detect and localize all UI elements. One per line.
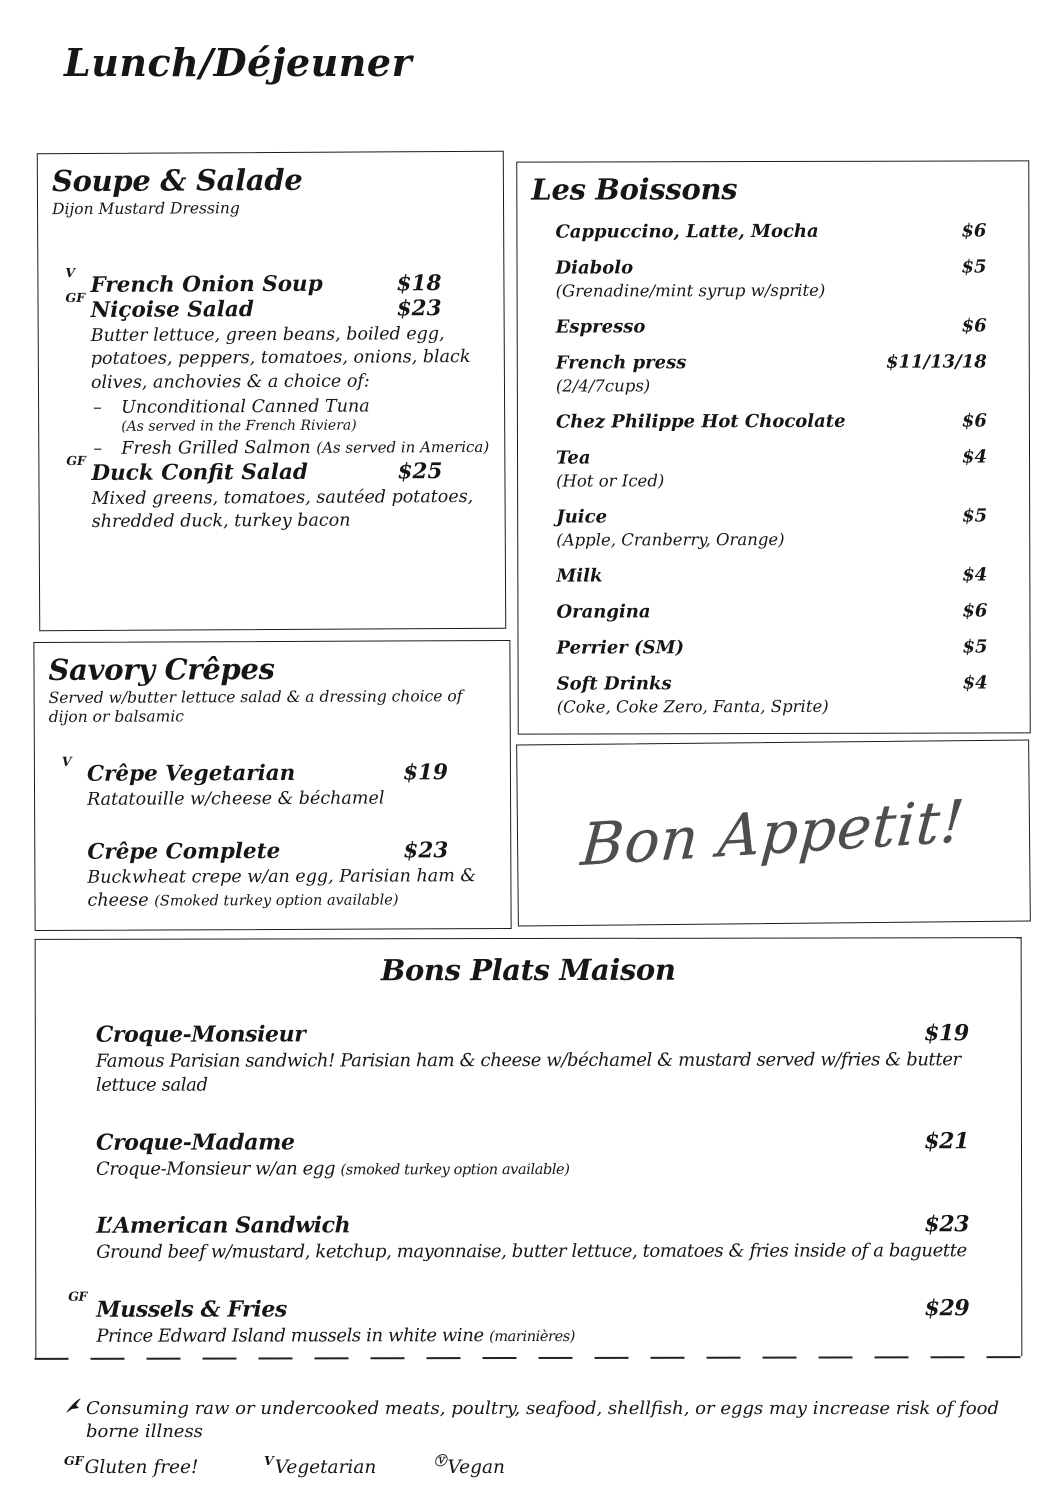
legend-vegan — [434, 1453, 505, 1478]
option-text: Unconditional Canned Tuna — [121, 396, 370, 418]
menu-items — [50, 1020, 1008, 1348]
item-price: $23 — [403, 838, 449, 864]
drink-note: (Grenadine/mint syrup w/sprite) — [555, 280, 826, 301]
item-note: (Smoked turkey option available) — [154, 892, 399, 910]
drink-price: $6 — [961, 220, 987, 242]
drink-row — [556, 563, 1015, 587]
section-title: Savory Crêpes — [48, 651, 275, 687]
drink-note: (2/4/7cups) — [555, 376, 651, 396]
item-description: Prince Edward Island mussels in white wine (marinières) — [96, 1325, 576, 1347]
drink-name: Cappuccino, Latte, Mocha — [555, 220, 819, 243]
page-title: Lunch/Déjeuner — [64, 40, 413, 85]
bon-appetit-calligraphy: Bon Appetit! — [579, 786, 968, 880]
drink-price: $4 — [961, 446, 988, 468]
item-price: $25 — [397, 459, 443, 485]
section-les-boissons — [516, 160, 1030, 734]
drink-price: $4 — [962, 672, 988, 694]
vegetarian-badge: V — [61, 753, 72, 769]
item-option — [91, 436, 490, 461]
drink-price: $4 — [962, 564, 988, 586]
menu-item-mussels-fries — [68, 1288, 1007, 1348]
menu-item-nicoise-salad — [65, 290, 491, 461]
drink-name: Milk — [556, 565, 603, 587]
section-bons-plats-maison — [35, 937, 1023, 1358]
drink-note: (Apple, Cranberry, Orange) — [556, 529, 785, 550]
item-description: Buckwheat crepe w/an egg, Parisian ham & cheese (Smoked turkey option available) — [87, 865, 476, 911]
legend-label: Vegan — [447, 1457, 505, 1478]
drink-name: Tea — [555, 447, 591, 469]
menu-item-croque-madame — [96, 1128, 1007, 1181]
drink-name: Orangina — [556, 601, 651, 623]
item-description: Ratatouille w/cheese & béchamel — [87, 788, 385, 810]
vegetarian-badge: V — [65, 265, 76, 281]
item-price: $23 — [924, 1211, 970, 1238]
drink-row — [557, 671, 1016, 695]
drink-name: Chez Philippe Hot Chocolate — [555, 410, 846, 433]
item-description: Croque-Monsieur w/an egg (smoked turkey option available) — [96, 1157, 570, 1180]
menu-item-lamerican-sandwich — [96, 1211, 1007, 1264]
drink-row — [556, 504, 1015, 528]
vegetarian-badge: V — [264, 1453, 274, 1468]
drink-row — [556, 599, 1015, 623]
drink-price: $5 — [962, 636, 988, 658]
gluten-free-badge: GF — [64, 1453, 84, 1468]
item-price: $29 — [924, 1295, 970, 1322]
drink-row — [556, 350, 1015, 374]
legend-label: Gluten free! — [84, 1457, 199, 1478]
option-note: (As served in America) — [316, 438, 490, 457]
drink-row — [556, 314, 1015, 338]
item-price: $19 — [924, 1020, 969, 1047]
legend-vegetarian — [264, 1453, 434, 1478]
item-description: Butter lettuce, green beans, boiled egg, potatoes, peppers, tomatoes, onions, black olives, anchovies & a choice of: — [90, 324, 471, 393]
option-note: (As served in the French Riviera) — [121, 417, 357, 436]
bird-icon — [64, 1396, 84, 1416]
footer — [64, 1398, 1004, 1478]
option-dash: – — [93, 397, 102, 418]
item-option — [91, 395, 490, 420]
section-subtitle: Served w/butter lettuce salad & a dressing choice of dijon or balsamic — [48, 687, 463, 727]
section-savory-crepes — [33, 640, 511, 931]
vegan-badge: Ⓥ — [434, 1453, 447, 1468]
section-subtitle: Dijon Mustard Dressing — [51, 199, 240, 219]
menu-item-croque-monsieur — [96, 1020, 1007, 1097]
drink-price: $6 — [961, 410, 987, 432]
drink-name: Perrier (SM) — [556, 637, 685, 659]
warning-line — [64, 1398, 1004, 1443]
item-price: $18 — [396, 271, 442, 297]
item-name: Niçoise Salad — [90, 297, 254, 324]
drink-note: (Hot or Iced) — [556, 471, 665, 491]
drink-price: $5 — [961, 256, 987, 278]
item-description: Mixed greens, tomatoes, sautéed potatoes, shredded duck, turkey bacon — [91, 486, 474, 532]
drink-row — [556, 635, 1015, 659]
option-text: Fresh Grilled Salmon (As served in America) — [121, 437, 490, 459]
item-name: Croque-Madame — [95, 1128, 295, 1156]
menu-items — [52, 265, 490, 534]
item-name: L’American Sandwich — [96, 1212, 351, 1240]
drink-price: $11/13/18 — [885, 351, 987, 373]
item-name: Mussels & Fries — [96, 1296, 287, 1323]
section-soupe-salade — [37, 151, 506, 631]
menu-item-duck-confit-salad — [66, 452, 490, 534]
legend-label: Vegetarian — [274, 1457, 377, 1478]
menu-item-crepe-vegetarian — [61, 753, 496, 812]
drink-name: Espresso — [555, 316, 646, 338]
warning-text: Consuming raw or undercooked meats, poultry, seafood, shellfish, or eggs may increase risk of food borne illness — [86, 1398, 1000, 1442]
item-name: Crêpe Complete — [87, 838, 281, 865]
legend — [64, 1453, 1004, 1478]
menu-items — [49, 753, 497, 913]
drink-price: $5 — [962, 505, 988, 527]
drink-row — [556, 409, 1015, 433]
option-dash: – — [93, 439, 103, 460]
drinks-list — [531, 219, 1015, 718]
gluten-free-badge: GF — [68, 1288, 88, 1304]
gluten-free-badge: GF — [65, 290, 86, 306]
item-description: Ground beef w/mustard, ketchup, mayonnaise, butter lettuce, tomatoes & fries inside of a baguette — [96, 1240, 967, 1264]
item-price: $21 — [924, 1127, 970, 1154]
drink-row — [555, 219, 1014, 243]
drink-name: Soft Drinks — [556, 673, 672, 695]
drink-name: Juice — [556, 506, 608, 528]
item-name: Croque-Monsieur — [95, 1021, 306, 1048]
item-note: (smoked turkey option available) — [340, 1161, 570, 1178]
drink-row — [555, 255, 1014, 279]
item-description: Famous Parisian sandwich! Parisian ham & cheese w/béchamel & mustard served w/fries & butter lettuce salad — [95, 1049, 961, 1096]
section-bon-appetit — [516, 740, 1031, 927]
drink-note: (Coke, Coke Zero, Fanta, Sprite) — [556, 696, 829, 717]
menu-item-crepe-complete — [87, 838, 496, 913]
item-name: Duck Confit Salad — [91, 459, 308, 486]
drink-name: Diabolo — [555, 257, 634, 279]
legend-gluten-free — [64, 1453, 264, 1478]
drink-price: $6 — [962, 600, 988, 622]
section-title: Bons Plats Maison — [380, 952, 676, 988]
section-title: Les Boissons — [531, 172, 738, 207]
item-name: French Onion Soup — [90, 272, 323, 299]
item-name: Crêpe Vegetarian — [86, 760, 296, 787]
gluten-free-badge: GF — [66, 452, 86, 469]
item-price: $23 — [396, 296, 442, 322]
drink-name: French press — [555, 352, 687, 374]
item-price: $19 — [403, 759, 448, 786]
drink-row — [556, 445, 1015, 469]
item-note: (marinières) — [489, 1328, 576, 1346]
section-title: Soupe & Salade — [51, 162, 303, 199]
drink-price: $6 — [961, 315, 987, 337]
